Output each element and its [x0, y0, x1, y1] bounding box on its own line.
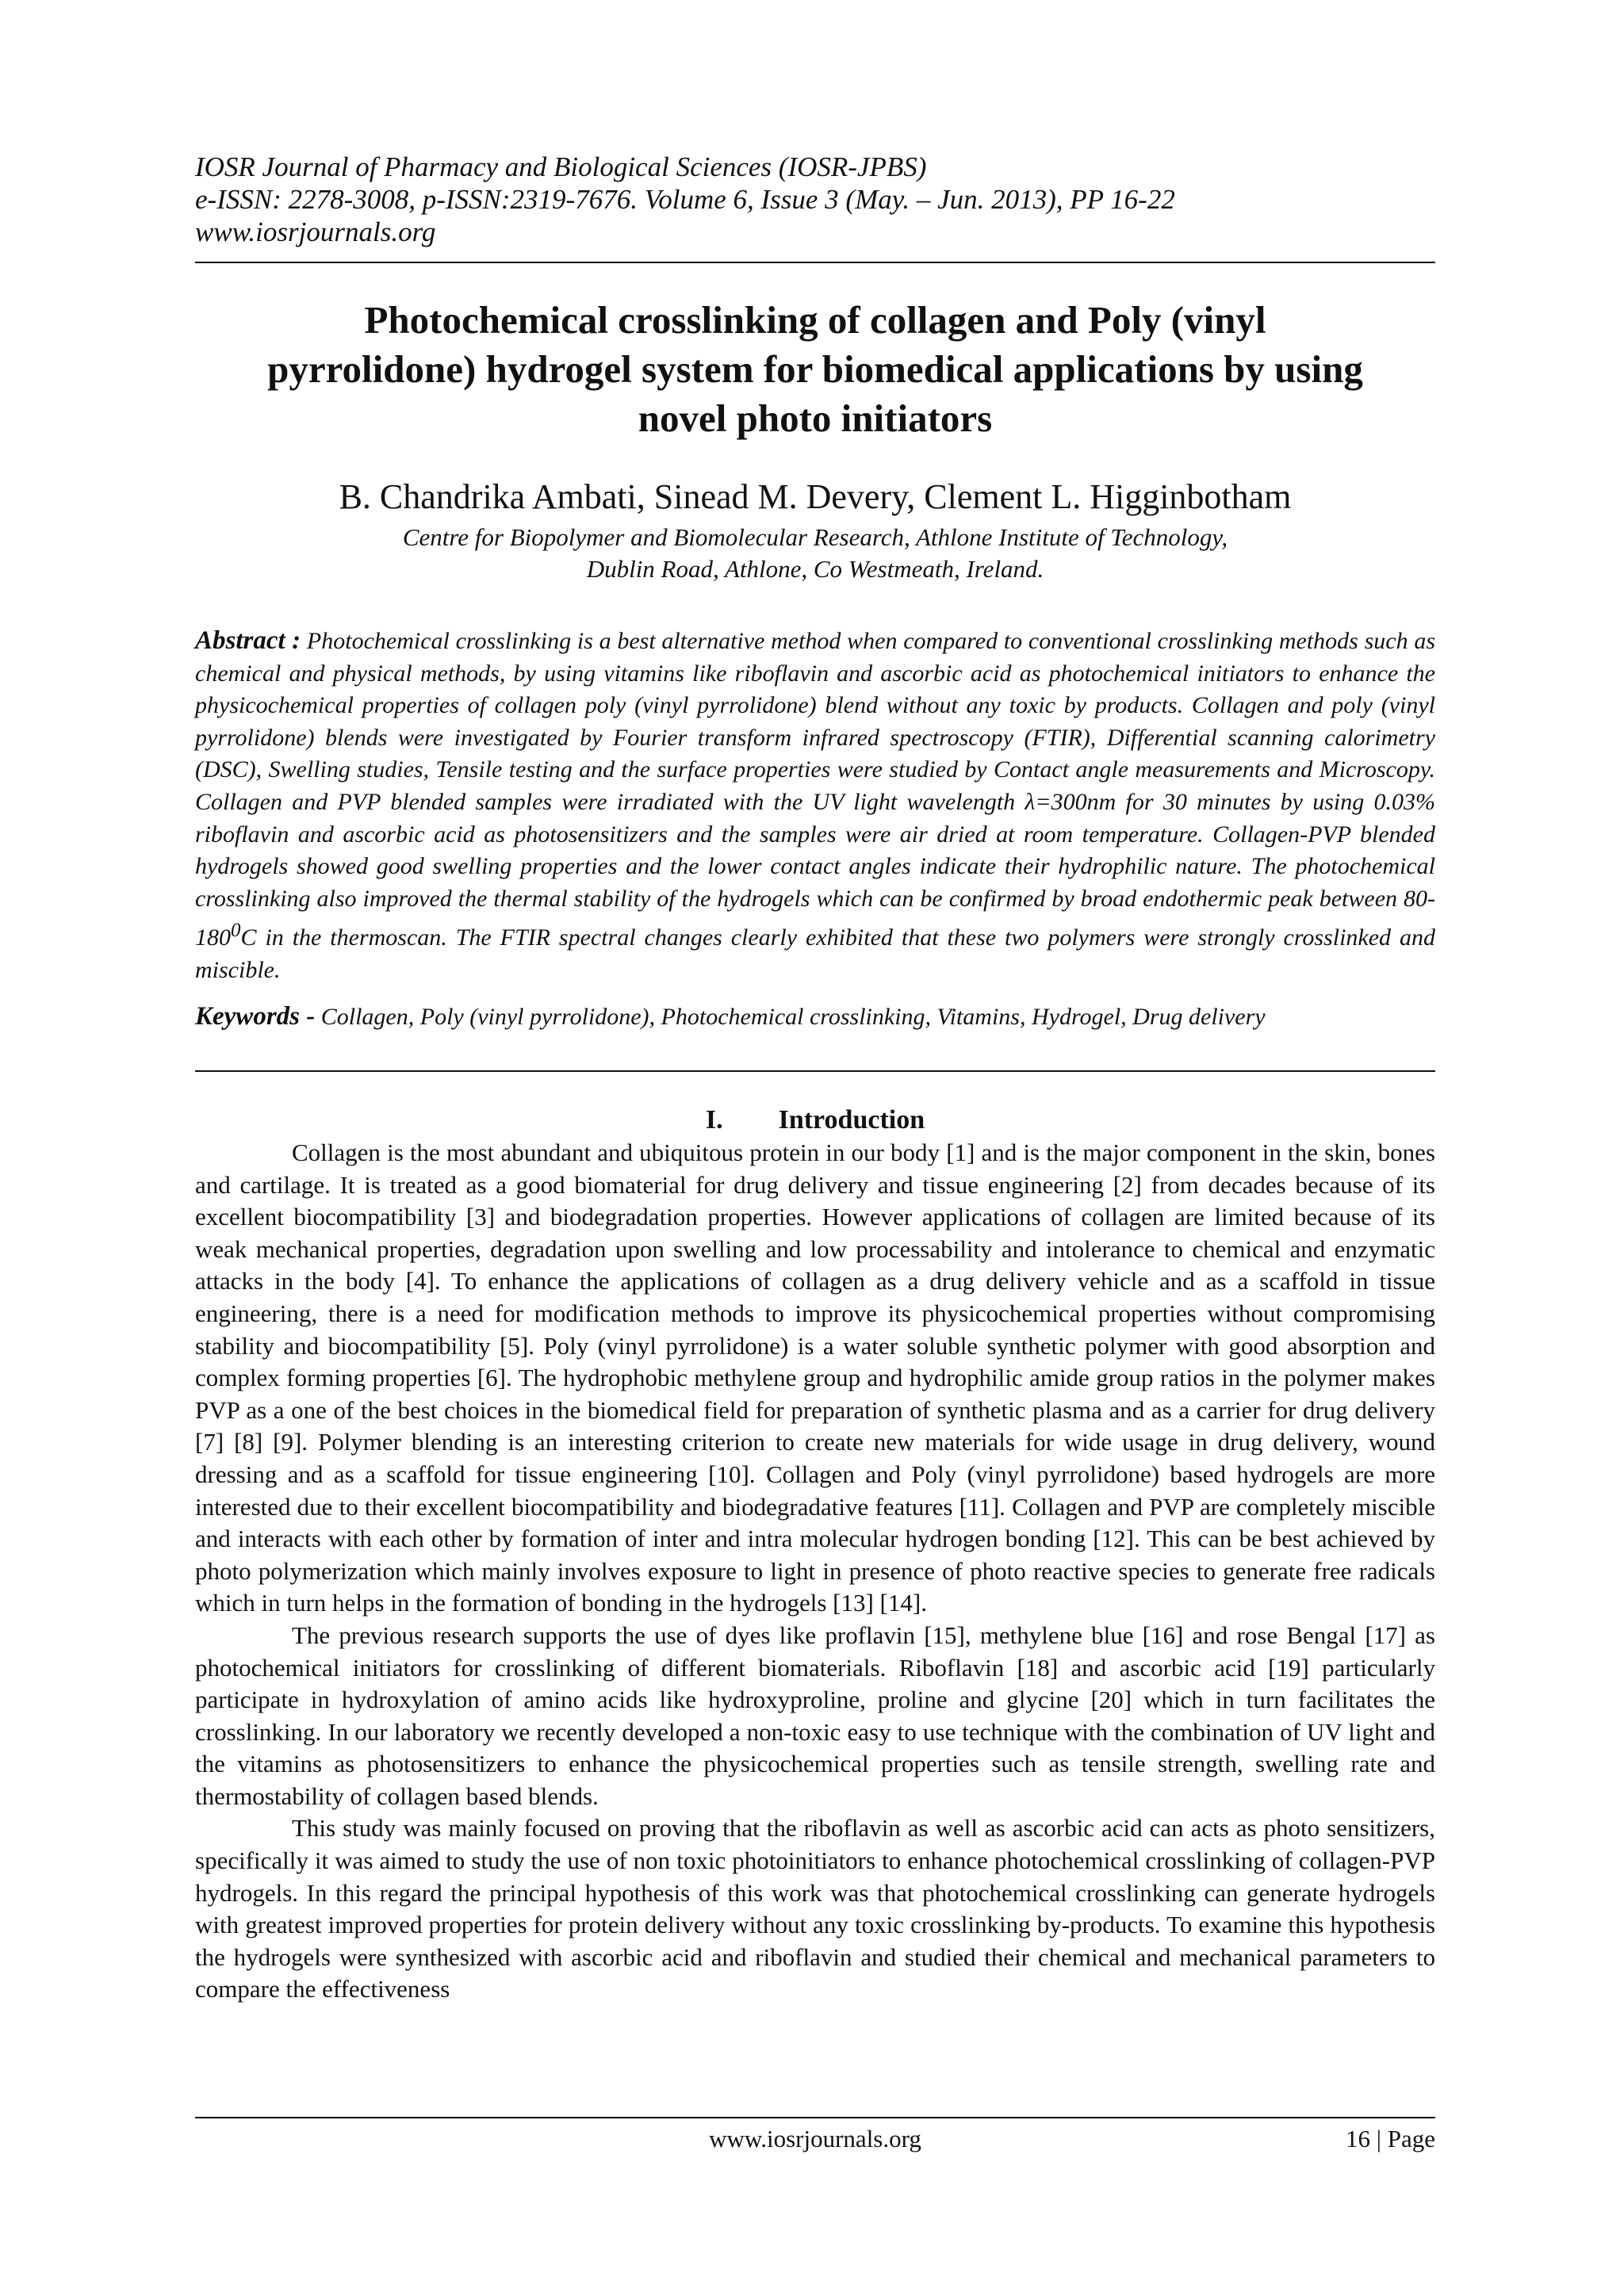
title-line-1: Photochemical crosslinking of collagen and Poly (vinyl — [364, 298, 1266, 342]
paragraph: The previous research supports the use of dyes like proflavin [15], methylene blue [16] and rose Bengal [17] as photochemical initiators for crosslinking of different biomaterials. Riboflavin [18] and ascorbic acid [19] particularly participate in hydroxylation of amino acids like hydroxyproline, proline and glycine [20] which in turn facilitates the crosslinking. In our laboratory we recently developed a non-toxic easy to use technique with the combination of UV light and the vitamins as photosensitizers to enhance the physicochemical properties such as tensile strength, swelling rate and thermostability of collagen based blends. — [195, 1621, 1435, 1810]
section-number: I. — [705, 1105, 723, 1135]
header-divider — [195, 262, 1435, 263]
footer-website[interactable]: www.iosrjournals.org — [709, 2125, 921, 2152]
journal-name: IOSR Journal of Pharmacy and Biological Sciences (IOSR-JPBS) — [195, 151, 927, 182]
degree-superscript: 0 — [231, 920, 241, 942]
affiliation-line-1: Centre for Biopolymer and Biomolecular Research, Athlone Institute of Technology, — [402, 523, 1228, 551]
abstract-label: Abstract : — [195, 626, 301, 655]
paragraph: This study was mainly focused on proving that the riboflavin as well as ascorbic acid can acts as photo sensitizers, specifically it was aimed to study the use of non toxic photoinitiators to enhance photochemical crosslinking of collagen-PVP hydrogels. In this regard the principal hypothesis of this work was that photochemical crosslinking can generate hydrogels with greatest improved properties for protein delivery without any toxic crosslinking by-products. To examine this hypothesis the hydrogels were synthesized with ascorbic acid and riboflavin and studied their chemical and mechanical parameters to compare the effectiveness — [195, 1814, 1435, 2003]
journal-issn: e-ISSN: 2278-3008, p-ISSN:2319-7676. Volume 6, Issue 3 (May. – Jun. 2013), PP 16-22 — [195, 184, 1175, 215]
keywords-text: Collagen, Poly (vinyl pyrrolidone), Photochemical crosslinking, Vitamins, Hydrogel, Drug delivery — [320, 1004, 1266, 1030]
title-line-3: novel photo initiators — [638, 396, 993, 440]
keywords-label: Keywords - — [195, 1002, 316, 1031]
affiliation-line-2: Dublin Road, Athlone, Co Westmeath, Ireland. — [586, 555, 1044, 583]
abstract — [195, 625, 1435, 987]
authors: B. Chandrika Ambati, Sinead M. Devery, Clement L. Higginbotham — [339, 477, 1292, 516]
paper-page — [195, 0, 1435, 2296]
paper-title — [195, 296, 1435, 443]
section-heading-introduction — [195, 1104, 1435, 1137]
affiliation — [195, 522, 1435, 585]
journal-website[interactable]: www.iosrjournals.org — [195, 216, 436, 247]
keywords — [195, 1001, 1435, 1034]
page-number: 16 | Page — [1346, 2125, 1435, 2152]
footer-divider — [195, 2117, 1435, 2118]
keywords-divider — [195, 1070, 1435, 1072]
paragraph: Collagen is the most abundant and ubiquitous protein in our body [1] and is the major component in the skin, bones and cartilage. It is treated as a good biomaterial for drug delivery and tissue engineering [2] from decades because of its excellent biocompatibility [3] and biodegradation properties. However applications of collagen are limited because of its weak mechanical properties, degradation upon swelling and low processability and intolerance to chemical and enzymatic attacks in the body [4]. To enhance the applications of collagen as a drug delivery vehicle and as a scaffold in tissue engineering, there is a need for modification methods to improve its physicochemical properties without compromising stability and biocompatibility [5]. Poly (vinyl pyrrolidone) is a water soluble synthetic polymer with good absorption and complex forming properties [6]. The hydrophobic methylene group and hydrophilic amide group ratios in the polymer makes PVP as a one of the best choices in the biomedical field for preparation of synthetic plasma and as a carrier for drug delivery [7] [8] [9]. Polymer blending is an interesting criterion to create new materials for wide usage in drug delivery, wound dressing and as a scaffold for tissue engineering [10]. Collagen and Poly (vinyl pyrrolidone) based hydrogels are more interested due to their excellent biocompatibility and biodegradative features [11]. Collagen and PVP are completely miscible and interacts with each other by formation of inter and intra molecular hydrogen bonding [12]. This can be best achieved by photo polymerization which mainly involves exposure to light in presence of photo reactive species to generate free radicals which in turn helps in the formation of bonding in the hydrogels [13] [14]. — [195, 1138, 1435, 1617]
journal-header — [195, 151, 1435, 248]
section-title: Introduction — [778, 1105, 925, 1135]
introduction-body — [195, 1137, 1435, 2006]
abstract-text-end: C in the thermoscan. The FTIR spectral changes clearly exhibited that these two polymers were strongly crosslinked and miscible. — [195, 924, 1435, 983]
title-line-2: pyrrolidone) hydrogel system for biomedical applications by using — [267, 347, 1363, 391]
abstract-text: Photochemical crosslinking is a best alternative method when compared to conventional crosslinking methods such as chemical and physical methods, by using vitamins like riboflavin and ascorbic acid as photochemical initiators to enhance the physicochemical properties of collagen poly (vinyl pyrrolidone) blend without any toxic by products. Collagen and poly (vinyl pyrrolidone) blends were investigated by Fourier transform infrared spectroscopy (FTIR), Differential scanning calorimetry (DSC), Swelling studies, Tensile testing and the surface properties were studied by Contact angle measurements and Microscopy. Collagen and PVP blended samples were irradiated with the UV light wavelength λ=300nm for 30 minutes by using 0.03% riboflavin and ascorbic acid as photosensitizers and the samples were air dried at room temperature. Collagen-PVP blended hydrogels showed good swelling properties and the lower contact angles indicate their hydrophilic nature. The photochemical crosslinking also improved the thermal stability of the hydrogels which can be confirmed by broad endothermic peak between 80-180 — [195, 628, 1435, 951]
